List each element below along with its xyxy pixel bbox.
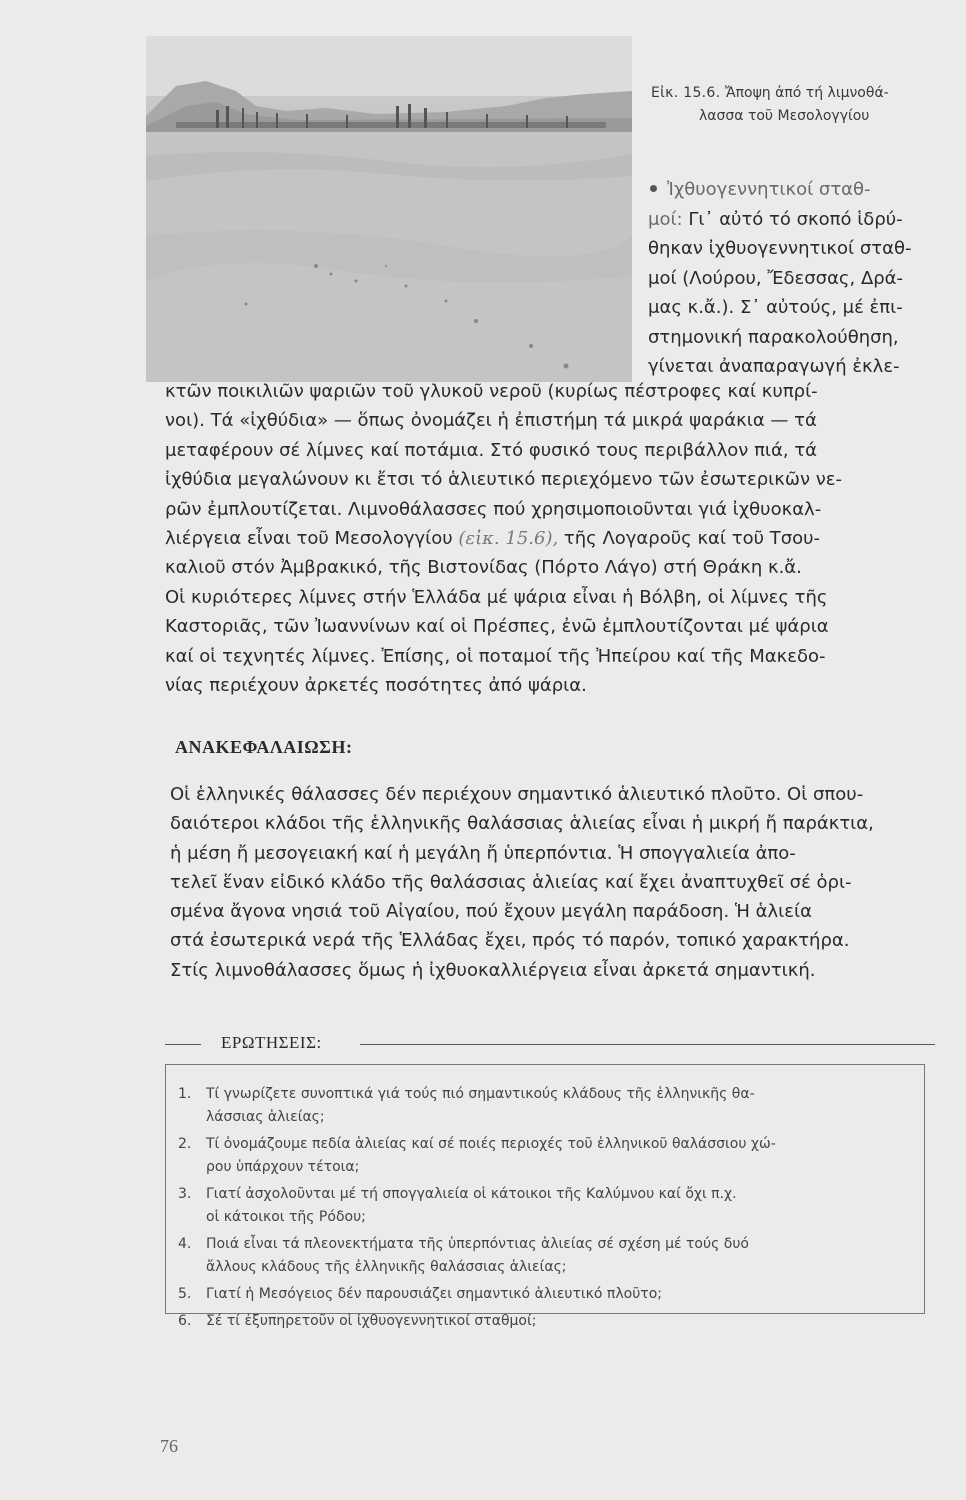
question-number: 4. [178,1236,192,1252]
lagoon-photo [146,36,632,382]
question-text [206,1133,913,1179]
main-line-1: κτῶν ποικιλιῶν ψαριῶν τοῦ γλυκοῦ νεροῦ (κυρίως πέστροφες καί κυπρί- [165,381,818,402]
question-text [206,1233,913,1279]
side-line-5: μας κ.ἄ.). Σ᾽ αὐτούς, μέ ἐπι- [648,297,903,318]
main-line-4: ἰχθύδια μεγαλώνουν κι ἔτσι τό ἁλιευτικό περιεχόμενο τῶν ἐσωτερικῶν νε- [165,469,843,491]
summary-heading: ΑΝΑΚΕΦΑΛΑΙΩΣΗ: [175,737,353,757]
caption-text-2: λασσα τοῦ Μεσολογγίου [699,108,870,124]
side-line-2 [648,205,948,235]
question-line-1: Τί γνωρίζετε συνοπτικά γιά τούς πιό σημαντικούς κλάδους τῆς ἑλληνικῆς θα- [206,1086,755,1102]
bullet-icon [650,185,657,192]
question-line-2: οἱ κάτοικοι τῆς Ρόδου; [206,1209,366,1225]
question-text [206,1083,913,1129]
question-line-2: ρου ὑπάρχουν τέτοια; [206,1159,360,1175]
question-number: 5. [178,1286,192,1302]
question-line-1: Γιατί ἀσχολοῦνται μέ τή σπογγαλιεία οἱ κάτοικοι τῆς Καλύμνου καί ὄχι π.χ. [206,1186,737,1202]
side-line-7: γίνεται ἀναπαραγωγή ἐκλε- [648,356,900,377]
figure-caption [651,82,951,128]
summary-line-1: Οἱ ἑλληνικές θάλασσες δέν περιέχουν σημαντικό ἁλιευτικό πλοῦτο. Οἱ σπου- [170,784,864,805]
question-line-2: λάσσιας ἁλιείας; [206,1109,325,1125]
question-text [206,1283,913,1306]
question-text [206,1183,913,1229]
question-item [178,1083,913,1129]
main-line-9: Καστοριᾶς, τῶν Ἰωαννίνων καί οἱ Πρέσπες, ἐνῶ ἐμπλουτίζονται μέ ψάρια [165,616,829,638]
questions-frame [165,1064,925,1329]
questions-heading: ΕΡΩΤΗΣΕΙΣ: [221,1033,322,1052]
question-line-1: Γιατί ἡ Μεσόγειος δέν παρουσιάζει σημαντικό ἁλιευτικό πλοῦτο; [206,1286,663,1302]
summary-line-7: Στίς λιμνοθάλασσες ὅμως ἡ ἰχθυοκαλλιέργεια εἶναι ἀρκετά σημαντική. [170,959,816,981]
questions-list [178,1083,913,1337]
main-line-10: καί οἱ τεχνητές λίμνες. Ἐπίσης, οἱ ποταμοί τῆς Ἠπείρου καί τῆς Μακεδο- [165,645,826,667]
main-line-2: νοι). Τά «ἰχθύδια» — ὅπως ὀνομάζει ἡ ἐπιστήμη τά μικρά ψαράκια — τά [165,410,817,432]
summary-line-4: τελεῖ ἕναν εἰδικό κλάδο τῆς θαλάσσιας ἁλιείας καί ἔχει ἀναπτυχθεῖ σέ ὁρι- [170,871,852,893]
question-line-1: Ποιά εἶναι τά πλεονεκτήματα τῆς ὑπερπόντιας ἁλιείας σέ σχέση μέ τούς δυό [206,1236,749,1252]
divider-right [360,1044,935,1045]
question-line-1: Σέ τί ἐξυπηρετοῦν οἱ ἰχθυογεννητικοί σταθμοί; [206,1313,537,1329]
summary-line-6: στά ἐσωτερικά νερά τῆς Ἑλλάδας ἔχει, πρός τό παρόν, τοπικό χαρακτήρα. [170,930,850,952]
question-number: 6. [178,1313,192,1329]
question-line-2: ἄλλους κλάδους τῆς ἑλληνικῆς θαλάσσιας ἁλιείας; [206,1259,567,1275]
caption-number: Εἰκ. 15.6. [651,85,721,101]
main-paragraph [165,377,945,700]
side-line-3: θηκαν ἰχθυογεννητικοί σταθ- [648,238,912,259]
summary-line-2: δαιότεροι κλάδοι τῆς ἑλληνικῆς θαλάσσιας ἁλιείας εἶναι ἡ μικρή ἤ παράκτια, [170,813,874,835]
question-item [178,1283,913,1306]
summary-line-3: ἡ μέση ἤ μεσογειακή καί ἡ μεγάλη ἤ ὑπερπόντια. Ἡ σπογγαλιεία ἀπο- [170,842,796,864]
side-line-4: μοί (Λούρου, Ἔδεσσας, Δρά- [648,267,904,289]
lagoon-photo-illustration [146,36,632,382]
questions-section [165,1030,935,1329]
question-item [178,1133,913,1179]
summary-paragraph [170,780,945,985]
main-line-8: Οἱ κυριότερες λίμνες στήν Ἑλλάδα μέ ψάρια εἶναι ἡ Βόλβη, οἱ λίμνες τῆς [165,586,828,608]
question-text [206,1310,913,1333]
question-number: 1. [178,1086,192,1102]
question-number: 2. [178,1136,192,1152]
question-number: 3. [178,1186,192,1202]
main-line-6 [165,524,945,553]
caption-line-1 [651,82,951,105]
section-heading-part2: μοί: [648,208,683,230]
main-line-6-a: λιέργεια εἶναι τοῦ Μεσολογγίου [165,528,459,550]
caption-text-1: Ἄποψη ἀπό τή λιμνοθά- [724,85,889,101]
side-line-1 [648,175,948,205]
main-line-5: ρῶν ἐμπλουτίζεται. Λιμνοθάλασσες πού χρησιμοποιοῦνται γιά ἰχθυοκαλ- [165,498,822,520]
main-line-11: νίας περιέχουν ἀρκετές ποσότητες ἀπό ψάρια. [165,675,587,697]
main-line-7: καλιοῦ στόν Ἀμβρακικό, τῆς Βιστονίδας (Πόρτο Λάγο) στή Θράκη κ.ἄ. [165,557,802,579]
side-column-text [648,175,948,382]
figure-reference: (εἰκ. 15.6), [458,528,559,550]
main-line-3: μεταφέρουν σέ λίμνες καί ποτάμια. Στό φυσικό τους περιβάλλον πιά, τά [165,439,818,461]
side-line-6: στημονική παρακολούθηση, [648,326,899,348]
section-heading-part1: Ἰχθυογεννητικοί σταθ- [667,179,871,200]
question-item [178,1233,913,1279]
question-item [178,1310,913,1333]
divider-left [165,1044,201,1045]
summary-line-5: σμένα ἄγονα νησιά τοῦ Αἰγαίου, πού ἔχουν μεγάλη παράδοση. Ἡ ἁλιεία [170,901,812,923]
question-item [178,1183,913,1229]
question-line-1: Τί ὀνομάζουμε πεδία ἁλιείας καί σέ ποιές περιοχές τοῦ ἑλληνικοῦ θαλάσσιου χώ- [206,1136,776,1152]
side-line-2-rest: Γι᾽ αὐτό τό σκοπό ἱδρύ- [682,208,903,230]
page-number: 76 [160,1436,178,1456]
main-line-6-b: τῆς Λογαροῦς καί τοῦ Τσου- [558,528,821,550]
